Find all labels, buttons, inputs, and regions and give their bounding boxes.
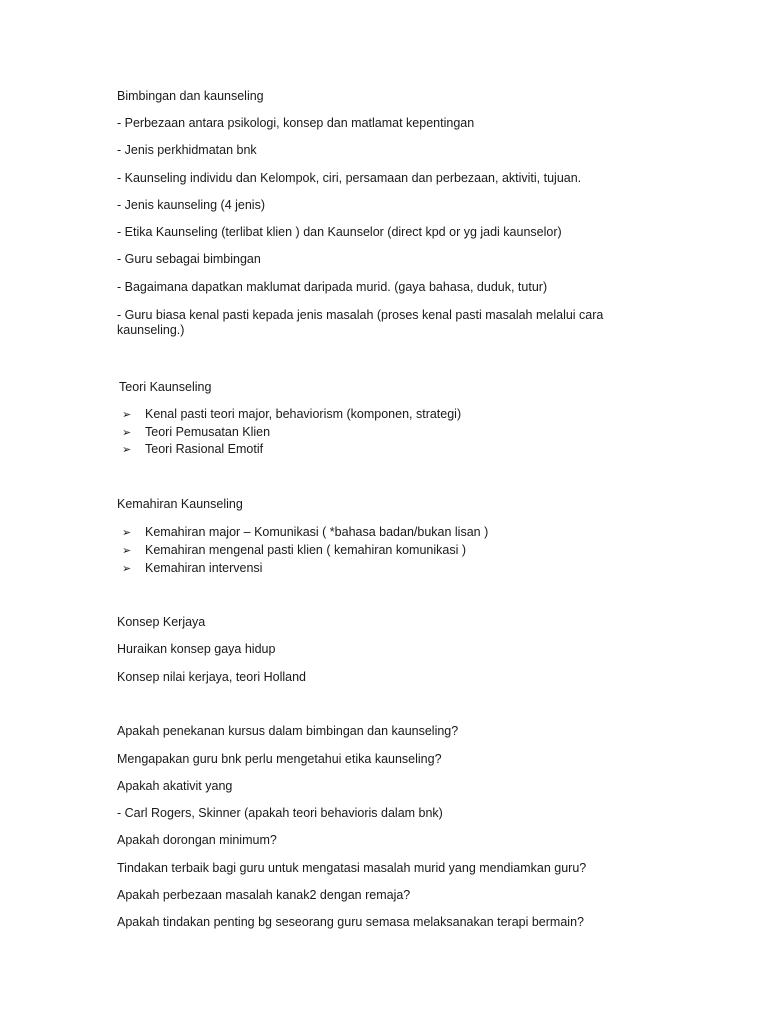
question-line: - Carl Rogers, Skinner (apakah teori behavioris dalam bnk)	[117, 806, 443, 820]
section-title-kemahiran: Kemahiran Kaunseling	[117, 497, 243, 511]
section-title-kerjaya: Konsep Kerjaya	[117, 615, 206, 629]
bullet-item	[122, 543, 466, 559]
section-title-teori: Teori Kaunseling	[119, 380, 212, 394]
text-line: Huraikan konsep gaya hidup	[117, 642, 276, 656]
list-item: - Jenis perkhidmatan bnk	[117, 143, 257, 157]
question-line: Apakah perbezaan masalah kanak2 dengan remaja?	[117, 888, 411, 902]
arrow-bullet-icon: ➢	[122, 563, 132, 575]
bullet-item	[122, 442, 263, 458]
arrow-bullet-icon: ➢	[122, 444, 132, 456]
section-title-bimbingan: Bimbingan dan kaunseling	[117, 89, 264, 103]
bullet-text: Teori Pemusatan Klien	[145, 425, 271, 439]
text-line: Konsep nilai kerjaya, teori Holland	[117, 670, 306, 684]
list-item: - Etika Kaunseling (terlibat klien ) dan Kaunselor (direct kpd or yg jadi kaunselor)	[117, 225, 562, 239]
question-line: Apakah penekanan kursus dalam bimbingan dan kaunseling?	[117, 724, 459, 738]
question-line: Apakah dorongan minimum?	[117, 833, 277, 847]
arrow-bullet-icon: ➢	[122, 427, 132, 439]
question-line: Tindakan terbaik bagi guru untuk mengatasi masalah murid yang mendiamkan guru?	[117, 861, 587, 875]
question-line: Apakah tindakan penting bg seseorang guru semasa melaksanakan terapi bermain?	[117, 915, 584, 929]
bullet-text: Kemahiran major – Komunikasi ( *bahasa badan/bukan lisan )	[145, 525, 489, 539]
list-item: - Guru sebagai bimbingan	[117, 252, 261, 266]
bullet-text: Kemahiran mengenal pasti klien ( kemahiran komunikasi )	[145, 543, 466, 557]
bullet-item	[122, 525, 488, 541]
arrow-bullet-icon: ➢	[122, 527, 132, 539]
bullet-text: Kenal pasti teori major, behaviorism (komponen, strategi)	[145, 407, 462, 421]
arrow-bullet-icon: ➢	[122, 409, 132, 421]
list-item: - Kaunseling individu dan Kelompok, ciri, persamaan dan perbezaan, aktiviti, tujuan.	[117, 171, 582, 185]
list-item: - Guru biasa kenal pasti kepada jenis masalah (proses kenal pasti masalah melalui cara kaunseling.)	[117, 308, 604, 337]
list-item: - Bagaimana dapatkan maklumat daripada murid. (gaya bahasa, duduk, tutur)	[117, 280, 548, 294]
bullet-text: Kemahiran intervensi	[145, 561, 263, 575]
bullet-item	[122, 407, 461, 423]
question-line: Mengapakan guru bnk perlu mengetahui etika kaunseling?	[117, 752, 442, 766]
list-item: - Perbezaan antara psikologi, konsep dan matlamat kepentingan	[117, 116, 475, 130]
list-item: - Jenis kaunseling (4 jenis)	[117, 198, 265, 212]
question-line: Apakah akativit yang	[117, 779, 233, 793]
bullet-text: Teori Rasional Emotif	[145, 442, 264, 456]
bullet-item	[122, 425, 270, 441]
bullet-item	[122, 561, 262, 577]
arrow-bullet-icon: ➢	[122, 545, 132, 557]
